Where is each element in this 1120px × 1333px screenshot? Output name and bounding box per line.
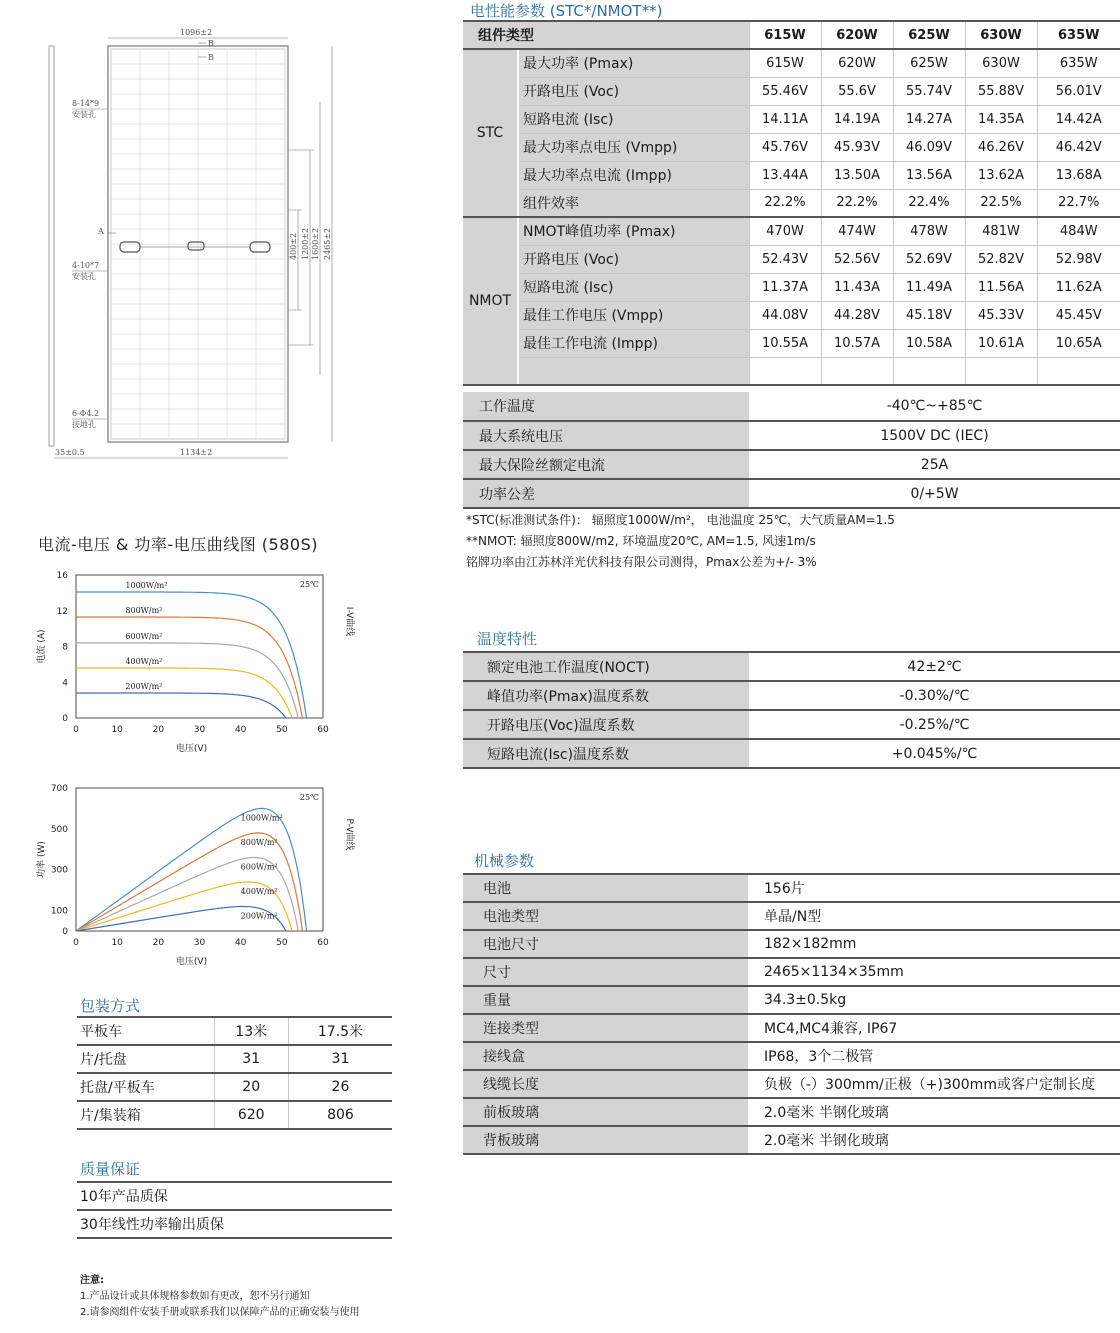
value-cell: 14.42A — [1037, 105, 1120, 133]
row-value: -0.30%/℃ — [749, 681, 1120, 710]
x-tick-label: 30 — [193, 938, 206, 948]
series-line — [76, 592, 307, 718]
row-label: 峰值功率(Pmax)温度系数 — [463, 681, 749, 710]
footnote-line: 1.产品设计或具体规格参数如有更改，恕不另行通知 — [80, 1291, 310, 1302]
x-tick-label: 20 — [152, 725, 165, 735]
x-tick-label: 0 — [73, 938, 79, 948]
hole3-name: 接地孔 — [72, 420, 96, 429]
row-value: 2.0毫米 半钢化玻璃 — [749, 1126, 1120, 1154]
row-value: 182×182mm — [749, 930, 1120, 958]
plot-area — [76, 575, 323, 718]
temperature-annotation: 25℃ — [299, 580, 319, 589]
table-row — [463, 189, 1120, 217]
value-cell: 52.69V — [893, 245, 965, 273]
value-cell: 45.76V — [749, 133, 821, 161]
value-cell: 615W — [749, 49, 821, 77]
series-label: 200W/m² — [240, 911, 278, 921]
value-cell: 11.43A — [821, 273, 893, 301]
row-label: 短路电流 (Isc) — [518, 105, 749, 133]
temperature-table — [463, 651, 1120, 769]
value-cell: 11.56A — [965, 273, 1037, 301]
note-line: *STC(标准测试条件)： 辐照度1000W/m²， 电池温度 25℃，大气质量AM=1.5 — [466, 513, 895, 527]
section-label-b: B — [208, 39, 214, 48]
row-value: MC4,MC4兼容, IP67 — [749, 1014, 1120, 1042]
row-label: 最大功率点电压 (Vmpp) — [518, 133, 749, 161]
table-row — [463, 1014, 1120, 1042]
y-tick-label: 500 — [50, 824, 68, 835]
value-cell: 46.26V — [965, 133, 1037, 161]
row-label: 前板玻璃 — [463, 1098, 749, 1126]
row-label: 背板玻璃 — [463, 1126, 749, 1154]
series-label: 1000W/m² — [125, 580, 168, 590]
pv-curve-chart — [30, 780, 370, 975]
dim-h3: 1600±2 — [311, 227, 320, 260]
row-label: 片/集装箱 — [77, 1101, 214, 1129]
group-label: STC — [463, 49, 518, 217]
footnote — [80, 1273, 360, 1321]
x-tick-label: 40 — [234, 938, 247, 948]
value-cell: 14.11A — [749, 105, 821, 133]
y-tick-label: 100 — [50, 906, 68, 917]
x-tick-label: 10 — [111, 725, 123, 735]
row-label: 组件效率 — [518, 189, 749, 217]
temperature-title: 温度特性 — [477, 630, 538, 648]
mechanical-title: 机械参数 — [474, 852, 535, 870]
row-label: 开路电压 (Voc) — [518, 245, 749, 273]
temperature-annotation: 25℃ — [299, 793, 319, 802]
value-cell: 44.28V — [821, 301, 893, 329]
value-cell: 11.49A — [893, 273, 965, 301]
row-label: 电池类型 — [463, 902, 749, 930]
value-cell: 13.56A — [893, 161, 965, 189]
value-cell: 55.74V — [893, 77, 965, 105]
value-cell: 11.62A — [1037, 273, 1120, 301]
row-label: 最大保险丝额定电流 — [463, 450, 749, 479]
dim-h4: 2465±2 — [323, 227, 332, 260]
x-tick-label: 40 — [234, 725, 247, 735]
table-row — [463, 874, 1120, 902]
note-line: **NMOT: 辐照度800W/m2, 环境温度20℃, AM=1.5, 风速1m/s — [466, 534, 816, 548]
row-label: 短路电流 (Isc) — [518, 273, 749, 301]
footnote-heading: 注意: — [80, 1275, 104, 1286]
packing-header-label: 平板车 — [77, 1017, 214, 1045]
value-cell: 13.44A — [749, 161, 821, 189]
row-value: 34.3±0.5kg — [749, 986, 1120, 1014]
hole2-spec: 4-10*7 — [72, 261, 100, 270]
x-tick-label: 10 — [111, 938, 123, 948]
value-cell: 484W — [1037, 217, 1120, 245]
row-value: 620 — [214, 1101, 288, 1129]
value-cell: 55.88V — [965, 77, 1037, 105]
dim-bottom-width: 1134±2 — [180, 448, 213, 457]
row-value: 2.0毫米 半钢化玻璃 — [749, 1098, 1120, 1126]
table-row — [463, 77, 1120, 105]
y-tick-label: 4 — [62, 678, 68, 689]
packing-title: 包装方式 — [80, 997, 141, 1015]
row-label: 工作温度 — [463, 392, 749, 421]
x-tick-label: 60 — [317, 938, 329, 948]
series-label: 600W/m² — [125, 631, 163, 641]
value-cell: 52.82V — [965, 245, 1037, 273]
table-row — [463, 1126, 1120, 1154]
value-cell: 46.09V — [893, 133, 965, 161]
note-line: 铭牌功率由江苏林洋光伏科技有限公司测得，Pmax公差为+/- 3% — [466, 555, 817, 569]
value-cell: 22.2% — [821, 189, 893, 217]
row-value: 20 — [214, 1073, 288, 1101]
table-header-row — [463, 21, 1120, 49]
model-col: 635W — [1037, 21, 1120, 49]
table-row — [463, 329, 1120, 357]
value-cell: 45.93V — [821, 133, 893, 161]
x-tick-label: 50 — [276, 725, 288, 735]
value-cell: 10.61A — [965, 329, 1037, 357]
value-cell: 481W — [965, 217, 1037, 245]
table-row — [463, 133, 1120, 161]
table-row — [463, 1042, 1120, 1070]
row-label: 开路电压(Voc)温度系数 — [463, 710, 749, 739]
model-col: 620W — [821, 21, 893, 49]
hole1-name: 安装孔 — [72, 110, 96, 119]
row-value: 2465×1134×35mm — [749, 958, 1120, 986]
row-value: +0.045%/℃ — [749, 739, 1120, 768]
table-row — [463, 301, 1120, 329]
table-row — [463, 986, 1120, 1014]
row-value: -40℃~+85℃ — [749, 392, 1120, 421]
row-label: 电池 — [463, 874, 749, 902]
section-label-a: A — [98, 227, 104, 236]
series-line — [76, 693, 286, 718]
value-cell: 46.42V — [1037, 133, 1120, 161]
x-axis-label: 电压(V) — [175, 744, 208, 754]
table-row — [77, 1101, 392, 1129]
table-row — [463, 739, 1120, 768]
value-cell: 625W — [893, 49, 965, 77]
row-label: 接线盒 — [463, 1042, 749, 1070]
warranty-title: 质量保证 — [80, 1160, 141, 1178]
series-label: 400W/m² — [240, 886, 278, 896]
dim-top-width: 1096±2 — [180, 28, 213, 37]
table-row — [463, 902, 1120, 930]
series-label: 200W/m² — [125, 681, 163, 691]
series-line — [76, 643, 298, 718]
value-cell: 45.45V — [1037, 301, 1120, 329]
value-cell: 22.2% — [749, 189, 821, 217]
row-label: NMOT峰值功率 (Pmax) — [518, 217, 749, 245]
value-cell: 45.33V — [965, 301, 1037, 329]
x-tick-label: 30 — [193, 725, 206, 735]
value-cell: 22.4% — [893, 189, 965, 217]
table-row — [77, 1073, 392, 1101]
y-tick-label: 12 — [56, 606, 68, 617]
row-label: 线缆长度 — [463, 1070, 749, 1098]
packing-header-col2: 17.5米 — [288, 1017, 392, 1045]
electrical-title: 电性能参数 (STC*/NMOT**) — [470, 2, 663, 20]
footnote-line: 2.请参阅组件安装手册或联系我们以保障产品的正确安装与使用 — [80, 1307, 360, 1318]
table-row — [463, 161, 1120, 189]
dim-h1: 400±2 — [289, 232, 298, 260]
hole2-name: 安装孔 — [72, 272, 96, 281]
row-label: 功率公差 — [463, 479, 749, 508]
hole1-spec: 8-14*9 — [72, 99, 100, 108]
notes — [466, 510, 895, 573]
value-cell: 56.01V — [1037, 77, 1120, 105]
value-cell: 52.43V — [749, 245, 821, 273]
value-cell: 22.7% — [1037, 189, 1120, 217]
value-cell: 13.62A — [965, 161, 1037, 189]
row-label: 最大系统电压 — [463, 421, 749, 450]
value-cell: 630W — [965, 49, 1037, 77]
model-col: 630W — [965, 21, 1037, 49]
value-cell: 44.08V — [749, 301, 821, 329]
y-tick-label: 300 — [50, 865, 68, 876]
chart-title: P-V曲线 — [344, 818, 354, 851]
y-axis-label: 电流 (A) — [37, 629, 47, 664]
table-row-blank — [463, 357, 1120, 385]
row-value: 26 — [288, 1073, 392, 1101]
row-label: 最佳工作电压 (Vmpp) — [518, 301, 749, 329]
table-row — [463, 105, 1120, 133]
row-value: 1500V DC (IEC) — [749, 421, 1120, 450]
series-label: 400W/m² — [125, 656, 163, 666]
y-tick-label: 16 — [56, 571, 68, 581]
x-tick-label: 20 — [152, 938, 165, 948]
packing-header-col1: 13米 — [214, 1017, 288, 1045]
y-tick-label: 8 — [62, 642, 68, 653]
row-value: 31 — [288, 1045, 392, 1073]
row-label: 最大功率 (Pmax) — [518, 49, 749, 77]
value-cell: 10.58A — [893, 329, 965, 357]
value-cell: 470W — [749, 217, 821, 245]
dim-h2: 1200±2 — [301, 227, 310, 260]
table-row — [463, 245, 1120, 273]
value-cell: 478W — [893, 217, 965, 245]
value-cell: 52.56V — [821, 245, 893, 273]
table-row — [463, 392, 1120, 421]
value-cell: 10.57A — [821, 329, 893, 357]
row-value: 156片 — [749, 874, 1120, 902]
header-label: 组件类型 — [463, 21, 749, 49]
dim-frame: 35±0.5 — [55, 448, 85, 457]
value-cell: 13.68A — [1037, 161, 1120, 189]
row-value: IP68，3个二极管 — [749, 1042, 1120, 1070]
x-tick-label: 50 — [276, 938, 288, 948]
table-row — [463, 273, 1120, 301]
table-row — [463, 958, 1120, 986]
y-axis-label: 功率 (W) — [37, 841, 47, 878]
table-row — [463, 1098, 1120, 1126]
charts-title: 电流-电压 & 功率-电压曲线图 (580S) — [38, 535, 318, 554]
series-label: 600W/m² — [240, 862, 278, 872]
warranty-item: 30年线性功率输出质保 — [77, 1210, 392, 1238]
row-value: 单晶/N型 — [749, 902, 1120, 930]
value-cell: 13.50A — [821, 161, 893, 189]
value-cell: 620W — [821, 49, 893, 77]
row-label: 重量 — [463, 986, 749, 1014]
table-row — [463, 681, 1120, 710]
series-label: 1000W/m² — [240, 813, 283, 823]
value-cell: 22.5% — [965, 189, 1037, 217]
row-value: 25A — [749, 450, 1120, 479]
y-tick-label: 0 — [62, 927, 68, 937]
table-row — [463, 930, 1120, 958]
chart-title: I-V曲线 — [344, 606, 354, 637]
row-label: 尺寸 — [463, 958, 749, 986]
row-value: -0.25%/℃ — [749, 710, 1120, 739]
row-label: 最佳工作电流 (Impp) — [518, 329, 749, 357]
row-label: 托盘/平板车 — [77, 1073, 214, 1101]
warranty-row — [77, 1182, 392, 1210]
row-label: 连接类型 — [463, 1014, 749, 1042]
row-value: 0/+5W — [749, 479, 1120, 508]
table-row — [463, 217, 1120, 245]
row-value: 42±2℃ — [749, 652, 1120, 681]
x-tick-label: 0 — [73, 725, 79, 735]
value-cell: 14.35A — [965, 105, 1037, 133]
row-label: 额定电池工作温度(NOCT) — [463, 652, 749, 681]
row-label: 片/托盘 — [77, 1045, 214, 1073]
table-row — [463, 652, 1120, 681]
row-label: 电池尺寸 — [463, 930, 749, 958]
row-value: 31 — [214, 1045, 288, 1073]
row-label: 短路电流(Isc)温度系数 — [463, 739, 749, 768]
row-label: 开路电压 (Voc) — [518, 77, 749, 105]
model-col: 615W — [749, 21, 821, 49]
table-row — [463, 479, 1120, 508]
y-tick-label: 0 — [62, 714, 68, 724]
warranty-table — [77, 1181, 392, 1239]
table-row — [463, 421, 1120, 450]
panel-dimension-drawing — [40, 20, 370, 465]
section-label-b2: B — [208, 53, 214, 62]
warranty-item: 10年产品质保 — [77, 1182, 392, 1210]
x-tick-label: 60 — [317, 725, 329, 735]
value-cell: 45.18V — [893, 301, 965, 329]
series-label: 800W/m² — [125, 606, 163, 616]
value-cell: 55.6V — [821, 77, 893, 105]
value-cell: 14.27A — [893, 105, 965, 133]
value-cell: 10.55A — [749, 329, 821, 357]
row-value: 806 — [288, 1101, 392, 1129]
hole3-spec: 6-Φ4.2 — [72, 409, 100, 418]
group-label: NMOT — [463, 217, 518, 385]
packing-table — [77, 1016, 392, 1130]
series-label: 800W/m² — [240, 837, 278, 847]
warranty-row — [77, 1210, 392, 1238]
electrical-table — [463, 20, 1120, 386]
y-tick-label: 700 — [50, 784, 68, 794]
value-cell: 14.19A — [821, 105, 893, 133]
model-col: 625W — [893, 21, 965, 49]
table-row — [463, 1070, 1120, 1098]
row-value: 负极（-）300mm/正极（+)300mm或客户定制长度 — [749, 1070, 1120, 1098]
value-cell: 10.65A — [1037, 329, 1120, 357]
table-row — [463, 710, 1120, 739]
value-cell: 55.46V — [749, 77, 821, 105]
table-row — [463, 49, 1120, 77]
table-row — [77, 1045, 392, 1073]
operating-table — [463, 392, 1120, 509]
mechanical-table — [463, 873, 1120, 1155]
iv-curve-chart — [30, 565, 370, 765]
value-cell: 635W — [1037, 49, 1120, 77]
value-cell: 474W — [821, 217, 893, 245]
x-axis-label: 电压(V) — [175, 957, 208, 967]
value-cell: 11.37A — [749, 273, 821, 301]
row-label: 最大功率点电流 (Impp) — [518, 161, 749, 189]
side-profile — [49, 46, 54, 446]
value-cell: 52.98V — [1037, 245, 1120, 273]
packing-header-row — [77, 1017, 392, 1045]
table-row — [463, 450, 1120, 479]
